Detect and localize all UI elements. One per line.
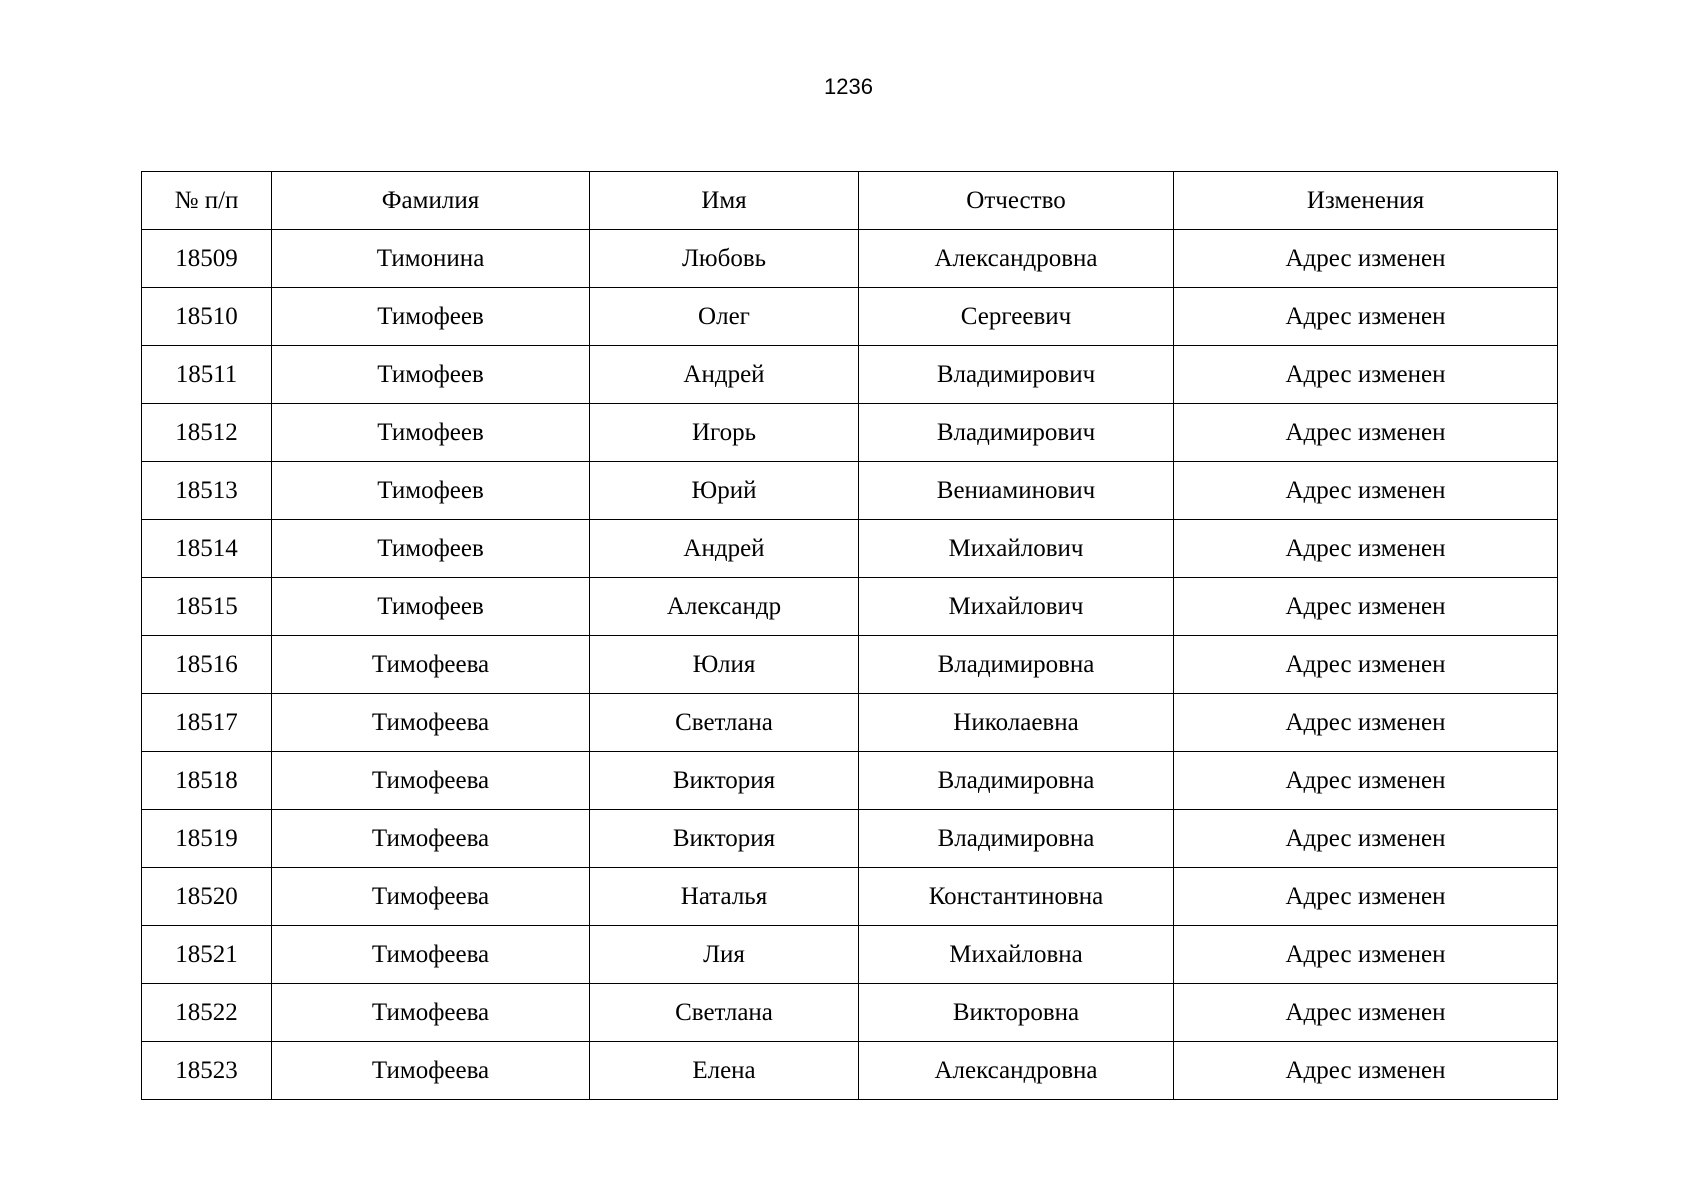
cell-changes: Адрес изменен <box>1174 230 1558 288</box>
table-row <box>142 926 1558 984</box>
cell-changes: Адрес изменен <box>1174 926 1558 984</box>
cell-patronymic: Владимировна <box>859 636 1174 694</box>
cell-number: 18522 <box>142 984 272 1042</box>
cell-number: 18516 <box>142 636 272 694</box>
cell-patronymic: Александровна <box>859 1042 1174 1100</box>
cell-first-name: Юрий <box>590 462 859 520</box>
cell-changes: Адрес изменен <box>1174 636 1558 694</box>
table-body <box>142 230 1558 1100</box>
cell-number: 18520 <box>142 868 272 926</box>
cell-number: 18511 <box>142 346 272 404</box>
table-row <box>142 636 1558 694</box>
cell-changes: Адрес изменен <box>1174 694 1558 752</box>
table-header-row <box>142 172 1558 230</box>
cell-first-name: Светлана <box>590 694 859 752</box>
cell-number: 18515 <box>142 578 272 636</box>
cell-number: 18519 <box>142 810 272 868</box>
cell-patronymic: Александровна <box>859 230 1174 288</box>
table-row <box>142 984 1558 1042</box>
cell-number: 18514 <box>142 520 272 578</box>
cell-last-name: Тимофеев <box>272 520 590 578</box>
cell-patronymic: Владимирович <box>859 346 1174 404</box>
cell-first-name: Олег <box>590 288 859 346</box>
header-changes: Изменения <box>1174 172 1558 230</box>
register-table <box>141 171 1558 1100</box>
cell-last-name: Тимофеева <box>272 984 590 1042</box>
cell-first-name: Андрей <box>590 346 859 404</box>
table-row <box>142 288 1558 346</box>
cell-last-name: Тимофеева <box>272 694 590 752</box>
cell-changes: Адрес изменен <box>1174 810 1558 868</box>
table-row <box>142 752 1558 810</box>
cell-last-name: Тимофеев <box>272 346 590 404</box>
cell-first-name: Виктория <box>590 810 859 868</box>
table-row <box>142 462 1558 520</box>
cell-last-name: Тимофеев <box>272 404 590 462</box>
cell-changes: Адрес изменен <box>1174 752 1558 810</box>
cell-number: 18512 <box>142 404 272 462</box>
page-number: 1236 <box>824 74 873 99</box>
cell-patronymic: Николаевна <box>859 694 1174 752</box>
cell-patronymic: Михайловна <box>859 926 1174 984</box>
table-row <box>142 404 1558 462</box>
cell-first-name: Игорь <box>590 404 859 462</box>
cell-changes: Адрес изменен <box>1174 462 1558 520</box>
cell-patronymic: Владимирович <box>859 404 1174 462</box>
cell-last-name: Тимофеева <box>272 868 590 926</box>
cell-last-name: Тимонина <box>272 230 590 288</box>
cell-patronymic: Вениаминович <box>859 462 1174 520</box>
cell-first-name: Светлана <box>590 984 859 1042</box>
table-row <box>142 694 1558 752</box>
cell-number: 18518 <box>142 752 272 810</box>
cell-changes: Адрес изменен <box>1174 520 1558 578</box>
cell-last-name: Тимофеева <box>272 926 590 984</box>
cell-number: 18521 <box>142 926 272 984</box>
cell-changes: Адрес изменен <box>1174 404 1558 462</box>
cell-patronymic: Константиновна <box>859 868 1174 926</box>
cell-number: 18517 <box>142 694 272 752</box>
cell-last-name: Тимофеева <box>272 636 590 694</box>
cell-patronymic: Михайлович <box>859 578 1174 636</box>
table-row <box>142 1042 1558 1100</box>
cell-patronymic: Владимировна <box>859 810 1174 868</box>
header-last-name: Фамилия <box>272 172 590 230</box>
cell-patronymic: Михайлович <box>859 520 1174 578</box>
table-row <box>142 346 1558 404</box>
cell-first-name: Александр <box>590 578 859 636</box>
cell-changes: Адрес изменен <box>1174 288 1558 346</box>
cell-last-name: Тимофеева <box>272 752 590 810</box>
cell-changes: Адрес изменен <box>1174 346 1558 404</box>
cell-last-name: Тимофеева <box>272 1042 590 1100</box>
header-patronymic: Отчество <box>859 172 1174 230</box>
cell-number: 18509 <box>142 230 272 288</box>
cell-first-name: Виктория <box>590 752 859 810</box>
cell-number: 18510 <box>142 288 272 346</box>
header-first-name: Имя <box>590 172 859 230</box>
cell-number: 18513 <box>142 462 272 520</box>
cell-changes: Адрес изменен <box>1174 868 1558 926</box>
cell-last-name: Тимофеев <box>272 288 590 346</box>
cell-changes: Адрес изменен <box>1174 1042 1558 1100</box>
cell-patronymic: Сергеевич <box>859 288 1174 346</box>
table-row <box>142 810 1558 868</box>
cell-first-name: Любовь <box>590 230 859 288</box>
table-row <box>142 520 1558 578</box>
header-number: № п/п <box>142 172 272 230</box>
cell-last-name: Тимофеев <box>272 578 590 636</box>
cell-first-name: Елена <box>590 1042 859 1100</box>
cell-changes: Адрес изменен <box>1174 984 1558 1042</box>
cell-last-name: Тимофеева <box>272 810 590 868</box>
cell-first-name: Юлия <box>590 636 859 694</box>
cell-number: 18523 <box>142 1042 272 1100</box>
cell-first-name: Андрей <box>590 520 859 578</box>
cell-changes: Адрес изменен <box>1174 578 1558 636</box>
table-row <box>142 868 1558 926</box>
cell-first-name: Лия <box>590 926 859 984</box>
cell-last-name: Тимофеев <box>272 462 590 520</box>
table-row <box>142 578 1558 636</box>
cell-first-name: Наталья <box>590 868 859 926</box>
table-row <box>142 230 1558 288</box>
cell-patronymic: Владимировна <box>859 752 1174 810</box>
cell-patronymic: Викторовна <box>859 984 1174 1042</box>
